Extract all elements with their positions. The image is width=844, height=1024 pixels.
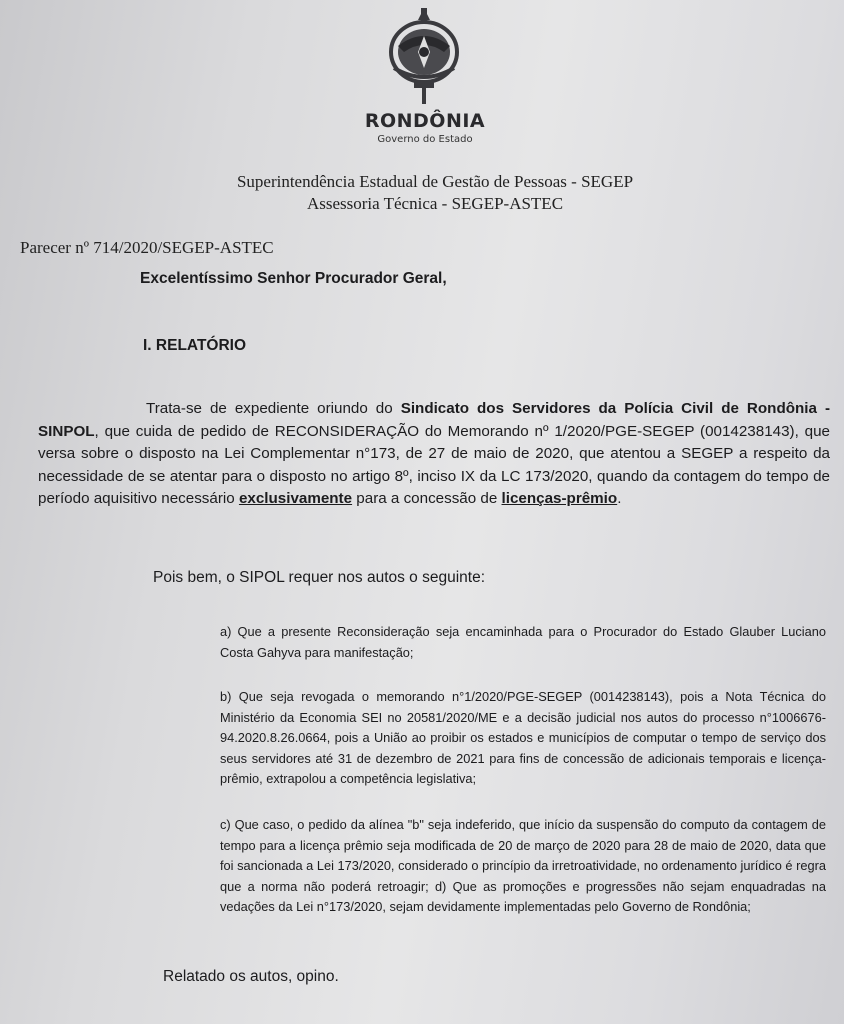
org-line-2: Assessoria Técnica - SEGEP-ASTEC <box>306 194 564 213</box>
state-seal-icon <box>384 8 464 106</box>
greeting: Excelentíssimo Senhor Procurador Geral, <box>140 270 447 287</box>
brand-subtitle: Governo do Estado <box>377 134 473 145</box>
para-bold-underlined-2: exclusivamente <box>238 490 353 507</box>
para-text-1: Trata-se de expediente oriundo do <box>146 400 401 417</box>
request-item-a: a) Que a presente Reconsideração seja encaminhada para o Procurador do Estado Glauber Luciano Costa Gahyva para manifestação; <box>220 624 826 660</box>
brand-name: RONDÔNIA <box>364 110 486 132</box>
para-text-4: . <box>617 490 622 507</box>
org-line-1: Superintendência Estadual de Gestão de Pessoas - SEGEP <box>236 172 634 191</box>
request-item-c: c) Que caso, o pedido da alínea "b" seja indeferido, que início da suspensão do computo da contagem de tempo para a licença prêmio seja modificada de 20 de março de 2020 para 28 de maio de 2020, data que foi sancionada a Lei 173/2020, considerado o princípio da irretroatividade, no ordenamento jurídico é regra que a norma não poderá retroagir; d) Que as promoções e progressões não sejam enquadradas na vedações da Lei n°173/2020, sejam devidamente implementadas pelo Governo de Rondônia; <box>220 817 826 914</box>
section-title: I. RELATÓRIO <box>143 337 247 354</box>
para-bold-underlined-3: licenças-prêmio <box>501 490 618 507</box>
parecer-number: Parecer nº 714/2020/SEGEP-ASTEC <box>20 238 274 257</box>
request-item-b: b) Que seja revogada o memorando n°1/2020/PGE-SEGEP (0014238143), pois a Nota Técnica do Ministério da Economia SEI no 20581/2020/ME e a decisão judicial nos autos do processo n°1006676-94.2020.8.26.0664, pois a União ao proibir os estados e municípios de computar o tempo de serviço dos seus servidores até 31 de dezembro de 2021 para fins de concessão de adicionais temporais e licença-prêmio, extrapolou a competência legislativa; <box>220 689 826 786</box>
para-bold-1: Sindicato dos Servidores da Polícia Civil de Rondônia - SINPOL <box>38 400 830 440</box>
closing-line: Relatado os autos, opino. <box>163 968 339 985</box>
request-intro: Pois bem, o SIPOL requer nos autos o seguinte: <box>153 569 486 586</box>
para-text-2: , que cuida de pedido de RECONSIDERAÇÃO do Memorando nº 1/2020/PGE-SEGEP (0014238143), que versa sobre o disposto na Lei Complementar n°173, de 27 de maio de 2020, que atentou a SEGEP a respeito da necessidade de se atentar para o disposto no artigo 8º, inciso IX da LC 173/2020, quando da contagem do tempo de período aquisitivo necessário <box>38 422 830 507</box>
para-text-3: para a concessão de <box>352 490 502 507</box>
report-paragraph <box>38 398 830 511</box>
